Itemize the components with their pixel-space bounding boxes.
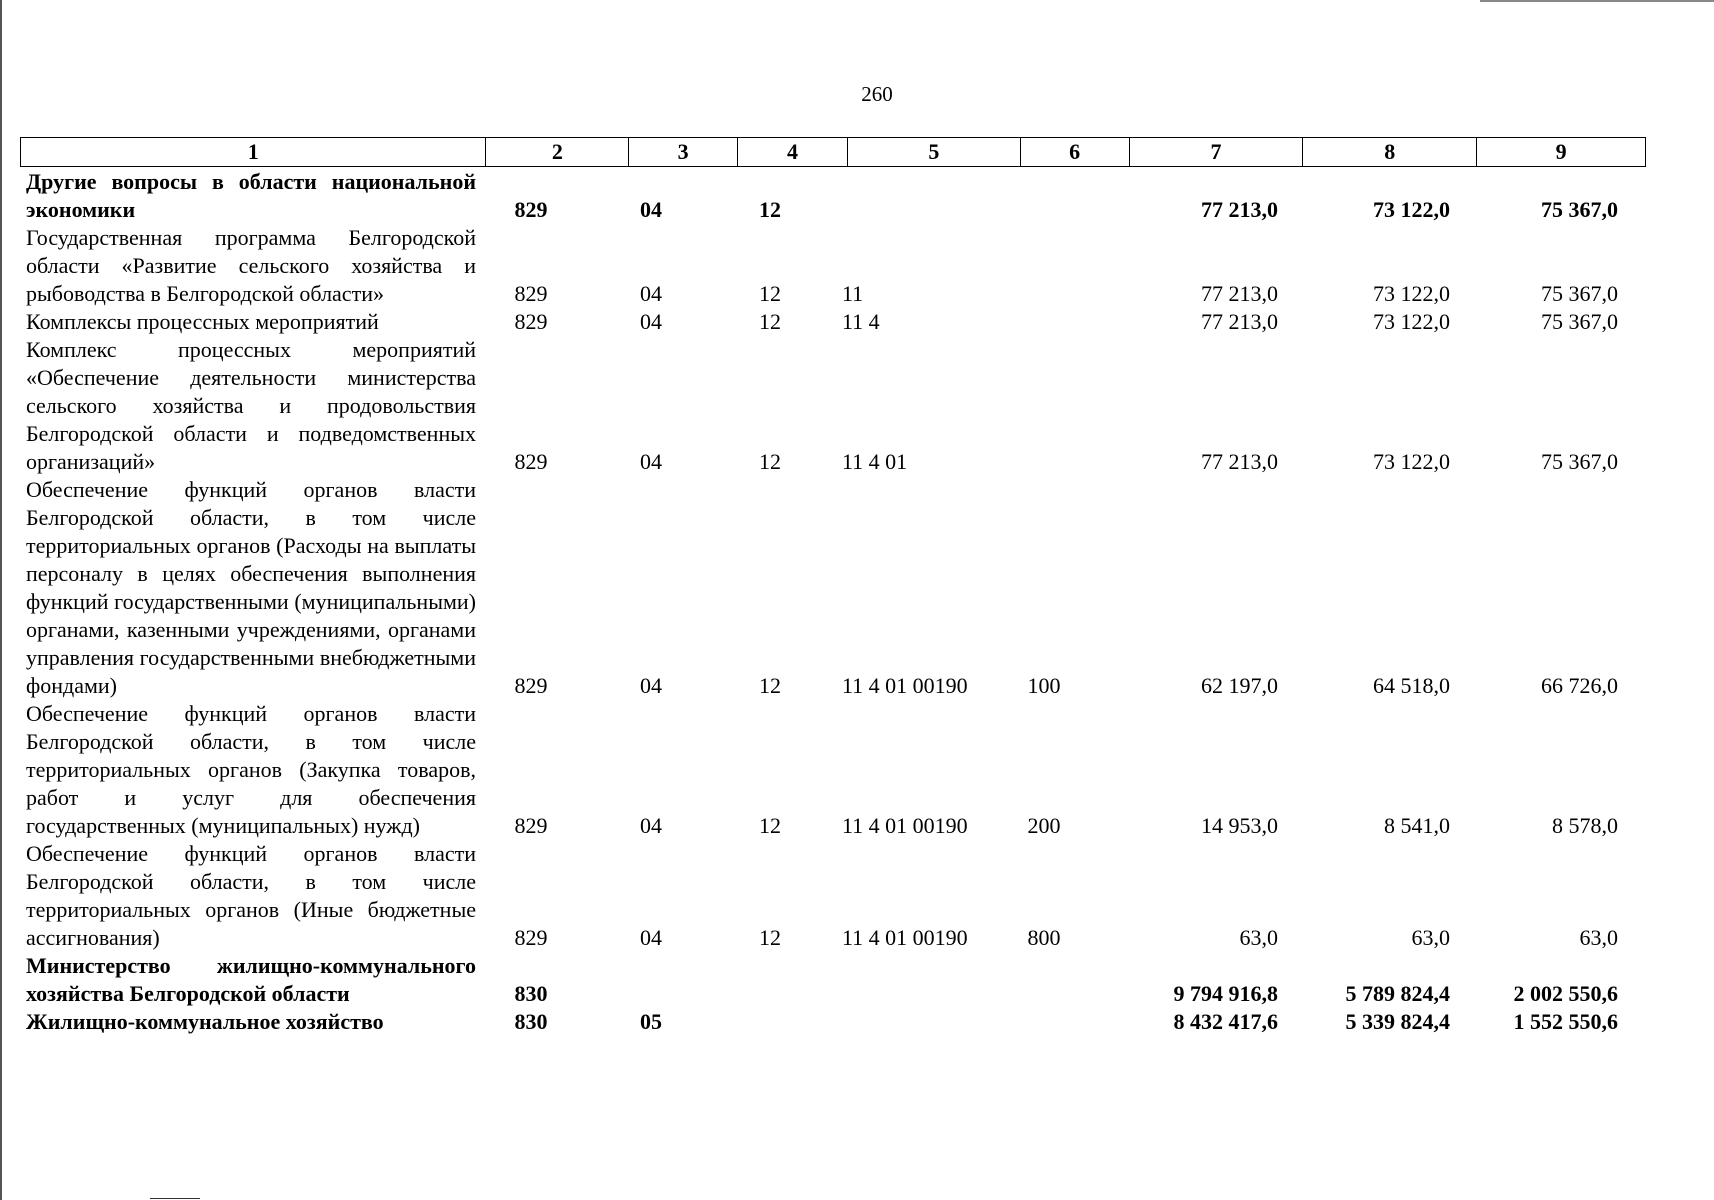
cell-col-8: 63,0: [1411, 925, 1450, 950]
cell-col-3: 05: [640, 1009, 662, 1034]
cell-col-2: 830: [514, 981, 548, 1006]
cell-col-4: 12: [759, 309, 781, 334]
cell-col-8: 73 122,0: [1373, 281, 1450, 306]
row-name: Обеспечение функций органов власти Белгородской области, в том числе территориальных органов (Расходы на выплаты персоналу в целях обеспечения выполнения функций государственными (муниципальными) органами, казенными учреждениями, органами управления государственными внебюджетными фондами): [26, 477, 476, 698]
row-name: Другие вопросы в области национальной экономики: [26, 169, 476, 222]
row-name: Обеспечение функций органов власти Белгородской области, в том числе территориальных органов (Иные бюджетные ассигнования): [26, 841, 476, 950]
cell-col-2: 829: [514, 813, 548, 838]
cell-col-7: 77 213,0: [1201, 281, 1278, 306]
cell-col-8: 73 122,0: [1373, 197, 1450, 222]
row-name: Обеспечение функций органов власти Белгородской области, в том числе территориальных органов (Закупка товаров, работ и услуг для обеспечения государственных (муниципальных) нужд): [26, 701, 476, 838]
cell-col-3: 04: [640, 813, 662, 838]
row-name: Комплекс процессных мероприятий «Обеспечение деятельности министерства сельского хозяйства и продовольствия Белгородской области и подведомственных организаций»: [26, 337, 476, 474]
table-row: [26, 1008, 1646, 1036]
cell-col-9: 63,0: [1579, 925, 1618, 950]
cell-col-7: 77 213,0: [1201, 309, 1278, 334]
cell-col-9: 1 552 550,6: [1513, 1009, 1618, 1034]
scan-edge-top: [1480, 0, 1714, 2]
header-col-6: 6: [1021, 138, 1130, 166]
cell-col-7: 77 213,0: [1201, 197, 1278, 222]
cell-col-9: 8 578,0: [1552, 813, 1618, 838]
cell-col-8: 5 339 824,4: [1345, 1009, 1450, 1034]
row-name: Комплексы процессных мероприятий: [26, 309, 379, 334]
cell-col-4: 12: [759, 813, 781, 838]
cell-col-5: 11 4 01 00190: [842, 813, 968, 838]
cell-col-7: 63,0: [1239, 925, 1278, 950]
cell-col-3: 04: [640, 925, 662, 950]
cell-col-9: 2 002 550,6: [1513, 981, 1618, 1006]
header-col-2: 2: [486, 138, 629, 166]
cell-col-3: 04: [640, 673, 662, 698]
table-header: [20, 137, 1646, 167]
header-col-3: 3: [629, 138, 738, 166]
cell-col-5: 11 4 01: [842, 449, 908, 474]
cell-col-8: 5 789 824,4: [1345, 981, 1450, 1006]
cell-col-3: 04: [640, 449, 662, 474]
cell-col-9: 75 367,0: [1541, 281, 1618, 306]
cell-col-5: 11 4: [842, 309, 880, 334]
cell-col-2: 830: [514, 1009, 548, 1034]
table-row: [26, 840, 1646, 952]
cell-col-4: 12: [759, 197, 781, 222]
cell-col-5: 11 4 01 00190: [842, 673, 968, 698]
table-row: [26, 336, 1646, 476]
cell-col-3: 04: [640, 197, 662, 222]
header-col-7: 7: [1130, 138, 1304, 166]
cell-col-6: 100: [1027, 673, 1061, 698]
table-row: [26, 700, 1646, 840]
cell-col-5: 11: [842, 281, 864, 306]
cell-col-2: 829: [514, 925, 548, 950]
footer-mark: [150, 1198, 200, 1199]
cell-col-2: 829: [514, 449, 548, 474]
cell-col-6: 200: [1027, 813, 1061, 838]
cell-col-2: 829: [514, 197, 548, 222]
cell-col-4: 12: [759, 925, 781, 950]
header-col-8: 8: [1303, 138, 1477, 166]
page-number: 260: [861, 82, 893, 106]
table-row: [26, 476, 1646, 700]
cell-col-8: 73 122,0: [1373, 309, 1450, 334]
header-col-9: 9: [1555, 139, 1567, 164]
cell-col-7: 8 432 417,6: [1173, 1009, 1278, 1034]
cell-col-3: 04: [640, 281, 662, 306]
table-body: [26, 168, 1646, 1036]
scan-edge-left: [0, 0, 2, 1200]
cell-col-6: 800: [1027, 925, 1061, 950]
header-col-4: 4: [738, 138, 848, 166]
cell-col-4: 12: [759, 673, 781, 698]
cell-col-9: 75 367,0: [1541, 309, 1618, 334]
cell-col-4: 12: [759, 281, 781, 306]
cell-col-7: 62 197,0: [1201, 673, 1278, 698]
table-row: [26, 952, 1646, 1008]
cell-col-4: 12: [759, 449, 781, 474]
row-name: Министерство жилищно-коммунального хозяйства Белгородской области: [26, 953, 476, 1006]
table-row: [26, 308, 1646, 336]
cell-col-7: 14 953,0: [1201, 813, 1278, 838]
cell-col-8: 73 122,0: [1373, 449, 1450, 474]
cell-col-9: 66 726,0: [1541, 673, 1618, 698]
cell-col-2: 829: [514, 673, 548, 698]
table-row: [26, 224, 1646, 308]
table-row: [26, 168, 1646, 224]
header-col-5: 5: [848, 138, 1021, 166]
header-col-1: 1: [21, 138, 486, 166]
cell-col-7: 9 794 916,8: [1173, 981, 1278, 1006]
cell-col-2: 829: [514, 309, 548, 334]
cell-col-5: 11 4 01 00190: [842, 925, 968, 950]
cell-col-2: 829: [514, 281, 548, 306]
cell-col-8: 8 541,0: [1384, 813, 1450, 838]
cell-col-9: 75 367,0: [1541, 197, 1618, 222]
row-name: Государственная программа Белгородской области «Развитие сельского хозяйства и рыбоводства в Белгородской области»: [26, 225, 476, 306]
cell-col-9: 75 367,0: [1541, 449, 1618, 474]
cell-col-7: 77 213,0: [1201, 449, 1278, 474]
row-name: Жилищно-коммунальное хозяйство: [26, 1009, 384, 1034]
cell-col-8: 64 518,0: [1373, 673, 1450, 698]
cell-col-3: 04: [640, 309, 662, 334]
